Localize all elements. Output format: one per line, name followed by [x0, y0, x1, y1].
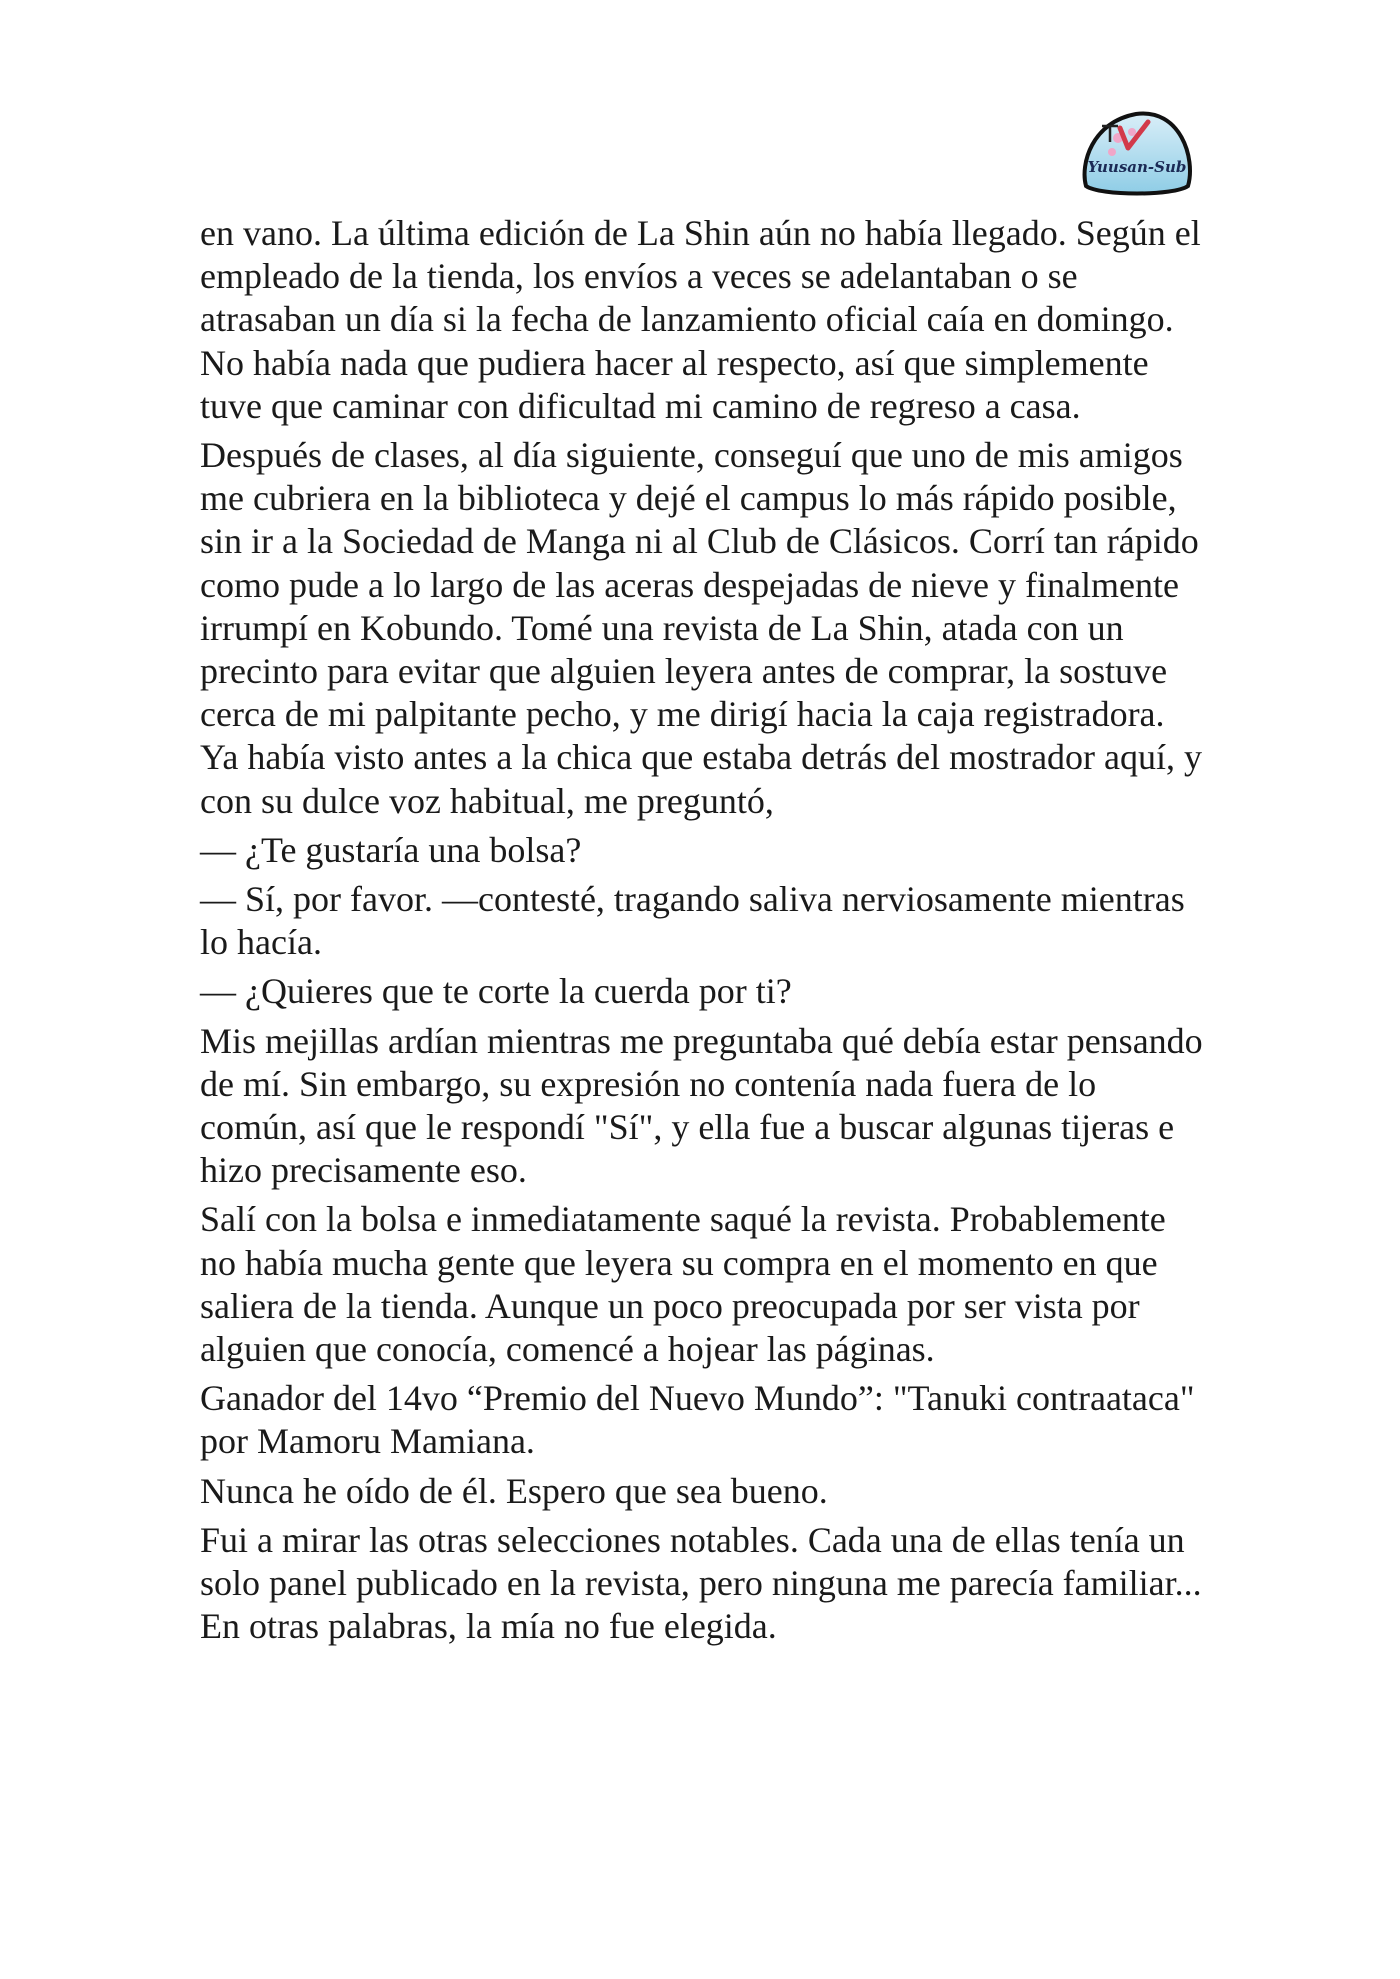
paragraph: Ganador del 14vo “Premio del Nuevo Mundo”: "Tanuki contraataca" por Mamoru Mamiana.	[200, 1378, 1195, 1462]
yuusan-sub-logo	[1078, 108, 1196, 198]
dialogue-line: — ¿Quieres que te corte la cuerda por ti?	[200, 971, 792, 1012]
paragraph: Salí con la bolsa e inmediatamente saqué la revista. Probablemente no había mucha gente que leyera su compra en el momento en que saliera de la tienda. Aunque un poco preocupada por ser vista por alguien que conocía, comencé a hojear las páginas.	[200, 1199, 1166, 1370]
paragraph: Nunca he oído de él. Espero que sea bueno.	[200, 1470, 828, 1511]
document-body	[200, 212, 1210, 1655]
paragraph: Después de clases, al día siguiente, conseguí que uno de mis amigos me cubriera en la biblioteca y dejé el campus lo más rápido posible, sin ir a la Sociedad de Manga ni al Club de Clásicos. Corrí tan rápido como pude a lo largo de las aceras despejadas de nieve y finalmente irrumpí en Kobundo. Tomé una revista de La Shin, atada con un precinto para evitar que alguien leyera antes de comprar, la sostuve cerca de mi palpitante pecho, y me dirigí hacia la caja registradora. Ya había visto antes a la chica que estaba detrás del mostrador aquí, y con su dulce voz habitual, me preguntó,	[200, 435, 1203, 821]
dialogue-line: — Sí, por favor. —contesté, tragando saliva nerviosamente mientras lo hacía.	[200, 879, 1185, 963]
paragraph: Mis mejillas ardían mientras me preguntaba qué debía estar pensando de mí. Sin embargo, su expresión no contenía nada fuera de lo común, así que le respondí "Sí", y ella fue a buscar algunas tijeras e hizo precisamente eso.	[200, 1020, 1203, 1191]
paragraph: en vano. La última edición de La Shin aún no había llegado. Según el empleado de la tienda, los envíos a veces se adelantaban o se atrasaban un día si la fecha de lanzamiento oficial caía en domingo. No había nada que pudiera hacer al respecto, así que simplemente tuve que caminar con dificultad mi camino de regreso a casa.	[200, 213, 1201, 426]
svg-text:Yuusan-Sub: Yuusan-Sub	[1087, 158, 1187, 176]
dialogue-line: — ¿Te gustaría una bolsa?	[200, 829, 582, 870]
paragraph: Fui a mirar las otras selecciones notables. Cada una de ellas tenía un solo panel publicado en la revista, pero ninguna me parecía familiar... En otras palabras, la mía no fue elegida.	[200, 1519, 1202, 1647]
